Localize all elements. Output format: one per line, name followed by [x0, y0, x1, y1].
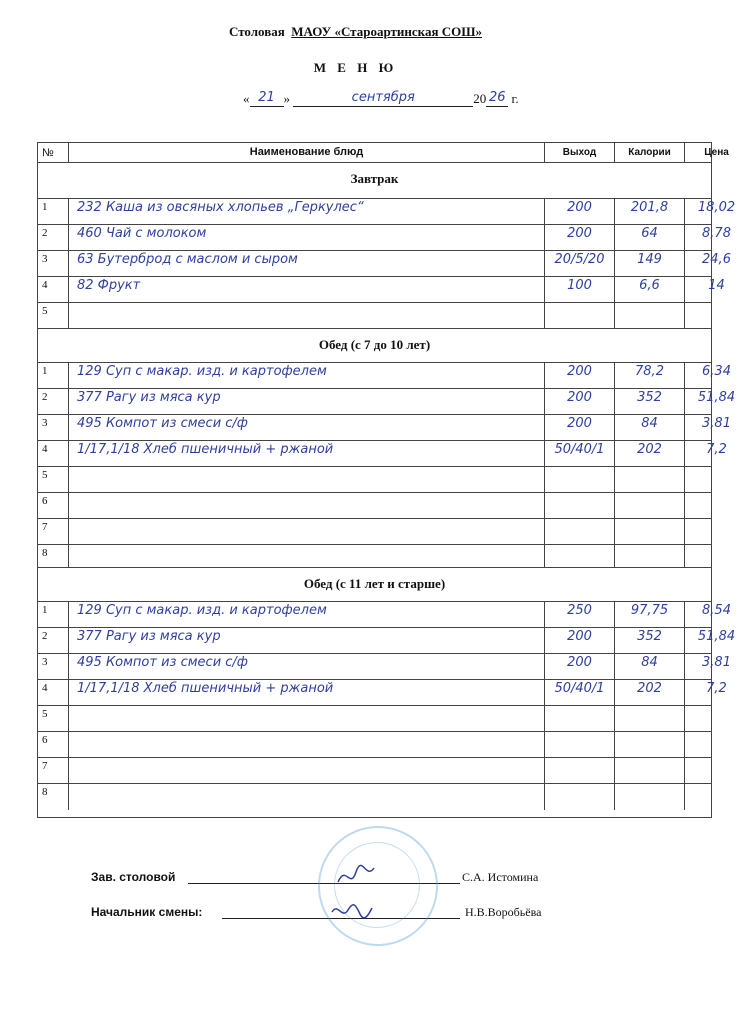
dish-name: [69, 732, 545, 757]
dish-name: 1/17,1/18 Хлеб пшеничный + ржаной: [69, 680, 545, 705]
date-year-end: г.: [511, 91, 519, 106]
dish-calories: [615, 706, 685, 731]
org-name: МАОУ «Староартинская СОШ»: [291, 24, 483, 39]
table-row: [38, 251, 731, 277]
table-row: [38, 706, 711, 732]
row-number: 7: [38, 519, 69, 544]
dish-price: 24,6: [702, 252, 731, 267]
dish-price: 7,2: [706, 681, 727, 696]
dish-output: 20/5/20: [545, 251, 615, 276]
date-year-prefix: 20: [473, 91, 487, 106]
section-title: Обед (с 11 лет и старше): [303, 576, 446, 591]
dish-output: [545, 303, 615, 328]
dish-calories: 64: [615, 225, 685, 250]
dish-price: 7,2: [706, 442, 727, 457]
header-output: Выход: [545, 143, 615, 162]
dish-price: 6,34: [702, 364, 731, 379]
dish-output: 200: [545, 225, 615, 250]
row-number: 1: [38, 602, 69, 627]
table-row: [38, 415, 731, 441]
dish-price: [685, 706, 748, 731]
dish-price: [685, 303, 748, 328]
dish-price: [685, 493, 748, 518]
dish-name: [69, 784, 545, 810]
table-row: [38, 545, 711, 568]
date-month: сентября: [293, 90, 473, 107]
dish-output: [545, 519, 615, 544]
dish-name: 82 Фрукт: [69, 277, 545, 302]
dish-calories: 201,8: [615, 199, 685, 224]
dish-calories: [615, 467, 685, 492]
table-row: [38, 519, 711, 545]
dish-calories: 202: [615, 441, 685, 466]
dish-calories: [615, 732, 685, 757]
shift-head-name: Н.В.Воробьёва: [465, 905, 542, 919]
dish-price: [685, 732, 748, 757]
dish-output: 200: [545, 389, 615, 414]
dish-name: 1/17,1/18 Хлеб пшеничный + ржаной: [69, 441, 545, 466]
dish-price: 8,78: [702, 226, 731, 241]
dish-calories: 149: [615, 251, 685, 276]
dish-output: 200: [545, 363, 615, 388]
dish-price: 51,84: [697, 629, 736, 644]
dish-name: [69, 467, 545, 492]
dish-name: 129 Суп с макар. изд. и картофелем: [69, 602, 545, 627]
table-row: [38, 225, 731, 251]
dish-calories: [615, 545, 685, 567]
header-price: Цена: [704, 147, 729, 158]
row-number: 7: [38, 758, 69, 783]
dish-price: [685, 784, 748, 810]
header-num: №: [38, 143, 69, 162]
dish-price: 14: [708, 278, 725, 293]
date-open-quote: «: [243, 91, 250, 106]
dish-calories: 352: [615, 628, 685, 653]
row-number: 2: [38, 389, 69, 414]
menu-table: [37, 142, 736, 818]
row-number: 3: [38, 251, 69, 276]
dish-output: 200: [545, 199, 615, 224]
table-row: [38, 654, 731, 680]
dish-calories: 84: [615, 415, 685, 440]
table-row: [38, 680, 727, 706]
dish-price: 18,02: [697, 200, 736, 215]
dish-output: 50/40/1: [545, 441, 615, 466]
dish-name: [69, 545, 545, 567]
dish-price: [685, 519, 748, 544]
date-close-quote: »: [283, 91, 290, 106]
row-number: 4: [38, 277, 69, 302]
dish-name: 377 Рагу из мяса кур: [69, 628, 545, 653]
dish-output: [545, 758, 615, 783]
dish-name: 460 Чай с молоком: [69, 225, 545, 250]
row-number: 5: [38, 706, 69, 731]
dish-calories: 84: [615, 654, 685, 679]
dish-calories: [615, 303, 685, 328]
row-number: 4: [38, 680, 69, 705]
table-row: [38, 758, 711, 784]
dish-name: 495 Компот из смеси с/ф: [69, 654, 545, 679]
header-name: Наименование блюд: [69, 143, 545, 162]
dish-output: 250: [545, 602, 615, 627]
dish-name: 495 Компот из смеси с/ф: [69, 415, 545, 440]
dish-calories: 352: [615, 389, 685, 414]
dish-output: 200: [545, 628, 615, 653]
row-number: 8: [38, 784, 69, 810]
table-row: [38, 199, 736, 225]
row-number: 1: [38, 363, 69, 388]
organization-line: [0, 24, 711, 40]
dish-calories: [615, 784, 685, 810]
table-row: [38, 363, 731, 389]
table-row: [38, 389, 736, 415]
dish-output: 200: [545, 415, 615, 440]
dish-price: 8,54: [702, 603, 731, 618]
shift-head-signature-icon: [330, 898, 374, 928]
canteen-head-name: С.А. Истомина: [462, 870, 539, 884]
dish-calories: 6,6: [615, 277, 685, 302]
dish-name: [69, 519, 545, 544]
dish-name: [69, 706, 545, 731]
table-row: [38, 784, 711, 810]
row-number: 8: [38, 545, 69, 567]
dish-name: [69, 303, 545, 328]
dish-calories: 78,2: [615, 363, 685, 388]
row-number: 4: [38, 441, 69, 466]
table-row: [38, 277, 725, 303]
dish-output: [545, 493, 615, 518]
org-prefix: Столовая: [228, 24, 285, 39]
canteen-head-label: Зав. столовой: [91, 870, 176, 884]
dish-output: [545, 545, 615, 567]
row-number: 2: [38, 225, 69, 250]
table-row: [38, 732, 711, 758]
dish-output: [545, 706, 615, 731]
dish-calories: [615, 758, 685, 783]
dish-output: [545, 732, 615, 757]
section-header: [38, 163, 711, 199]
dish-price: 3,81: [702, 655, 731, 670]
row-number: 5: [38, 467, 69, 492]
dish-output: [545, 784, 615, 810]
header-calories: Калории: [615, 143, 685, 162]
section-header: [38, 329, 711, 363]
dish-name: [69, 493, 545, 518]
dish-calories: 202: [615, 680, 685, 705]
section-title: Обед (с 7 до 10 лет): [318, 337, 431, 352]
dish-price: 3,81: [702, 416, 731, 431]
date-day: 21: [250, 90, 284, 107]
row-number: 6: [38, 493, 69, 518]
dish-calories: [615, 519, 685, 544]
row-number: 2: [38, 628, 69, 653]
table-row: [38, 493, 711, 519]
table-row: [38, 602, 731, 628]
table-row: [38, 441, 727, 467]
row-number: 3: [38, 415, 69, 440]
dish-name: 63 Бутерброд с маслом и сыром: [69, 251, 545, 276]
dish-price: [685, 758, 748, 783]
menu-title: М Е Н Ю: [313, 60, 398, 75]
canteen-head-signature-icon: [336, 862, 376, 892]
table-row: [38, 467, 711, 493]
date-year-suffix: 26: [486, 90, 508, 107]
table-header-row: [38, 143, 729, 163]
dish-output: 200: [545, 654, 615, 679]
section-title: Завтрак: [350, 171, 399, 186]
table-row: [38, 303, 711, 329]
dish-output: 50/40/1: [545, 680, 615, 705]
row-number: 5: [38, 303, 69, 328]
dish-name: 232 Каша из овсяных хлопьев „Геркулес“: [69, 199, 545, 224]
dish-price: [685, 467, 748, 492]
row-number: 1: [38, 199, 69, 224]
menu-date: [243, 90, 519, 107]
shift-head-label: Начальник смены:: [91, 905, 203, 919]
row-number: 6: [38, 732, 69, 757]
dish-output: [545, 467, 615, 492]
row-number: 3: [38, 654, 69, 679]
dish-output: 100: [545, 277, 615, 302]
dish-name: [69, 758, 545, 783]
dish-calories: [615, 493, 685, 518]
dish-calories: 97,75: [615, 602, 685, 627]
dish-price: 51,84: [697, 390, 736, 405]
dish-name: 129 Суп с макар. изд. и картофелем: [69, 363, 545, 388]
section-header: [38, 568, 711, 602]
table-row: [38, 628, 736, 654]
dish-price: [685, 545, 748, 567]
dish-name: 377 Рагу из мяса кур: [69, 389, 545, 414]
